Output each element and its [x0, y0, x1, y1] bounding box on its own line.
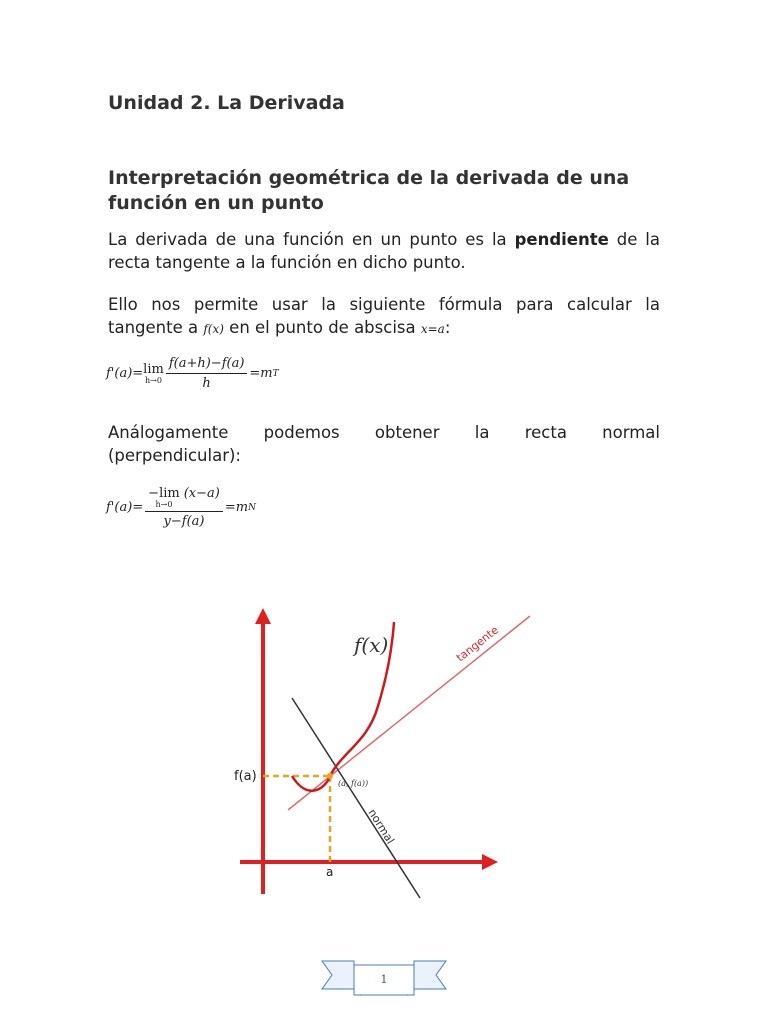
p2-text-middle: en el punto de abscisa — [223, 318, 421, 337]
normal-formula-rhs: =m — [224, 500, 249, 515]
paragraph-normal-line-2: (perpendicular): — [108, 446, 241, 465]
paragraph-normal-line-1: Análogamente podemos obtener la recta normal — [108, 423, 660, 442]
x-point-label: a — [326, 865, 334, 879]
curve-label: f(x) — [354, 633, 389, 657]
tangent-line — [288, 616, 530, 810]
page-number: 1 — [380, 973, 388, 986]
tangent-label: tangente — [453, 623, 502, 665]
normal-formula-numerator — [145, 486, 223, 512]
tangent-formula-numerator: f(a+h)−f(a) — [166, 356, 248, 374]
point-label: (a, f(a)) — [338, 779, 369, 788]
normal-label: normal — [365, 806, 397, 847]
y-point-label: f(a) — [234, 769, 257, 784]
normal-formula-lim-word: −lim — [148, 486, 180, 501]
paragraph-derivative-definition — [108, 228, 660, 274]
unit-title: Unidad 2. La Derivada — [108, 92, 345, 114]
tangent-formula-rhs-sub: T — [272, 368, 279, 379]
tangency-point — [327, 773, 333, 779]
normal-line — [292, 698, 420, 898]
tangent-formula — [106, 356, 279, 391]
section-heading: Interpretación geométrica de la derivada de una función en un punto — [108, 167, 630, 214]
p1-text-end: de la recta tangente a la función en dicho punto. — [108, 230, 660, 272]
normal-formula — [106, 486, 256, 529]
y-axis-arrow-icon — [255, 608, 271, 624]
normal-formula-numerator-body: (x−a) — [183, 486, 220, 501]
normal-formula-denominator: y−f(a) — [163, 514, 205, 529]
normal-formula-limit — [148, 486, 180, 509]
tangent-formula-lhs: f'(a)= — [106, 366, 144, 381]
p1-text-start: La derivada de una función en un punto es la — [108, 230, 515, 249]
tangent-formula-lim-sub: h→0 — [145, 376, 162, 385]
derivative-diagram — [230, 602, 540, 902]
p2-fx: f(x) — [203, 322, 224, 336]
normal-formula-lim-sub: h→0 — [155, 500, 173, 509]
p2-text-end: : — [444, 318, 451, 337]
page-footer — [320, 955, 448, 999]
normal-formula-rhs-sub: N — [248, 502, 256, 513]
p2-text-start: Ello nos permite usar la siguiente fórmula para calcular la tangente a — [108, 295, 660, 337]
x-axis-arrow-icon — [482, 854, 498, 870]
normal-formula-fraction — [145, 486, 223, 529]
tangent-formula-limit — [143, 362, 164, 385]
p1-bold-term: pendiente — [514, 230, 609, 249]
tangent-formula-rhs: =m — [249, 366, 273, 381]
paragraph-tangent-formula-intro — [108, 293, 660, 341]
tangent-formula-fraction — [166, 356, 248, 391]
normal-formula-lhs: f'(a)= — [106, 500, 144, 515]
tangent-formula-denominator: h — [202, 376, 211, 391]
p2-xa: x=a — [420, 322, 445, 336]
tangent-formula-lim-word: lim — [143, 362, 164, 377]
